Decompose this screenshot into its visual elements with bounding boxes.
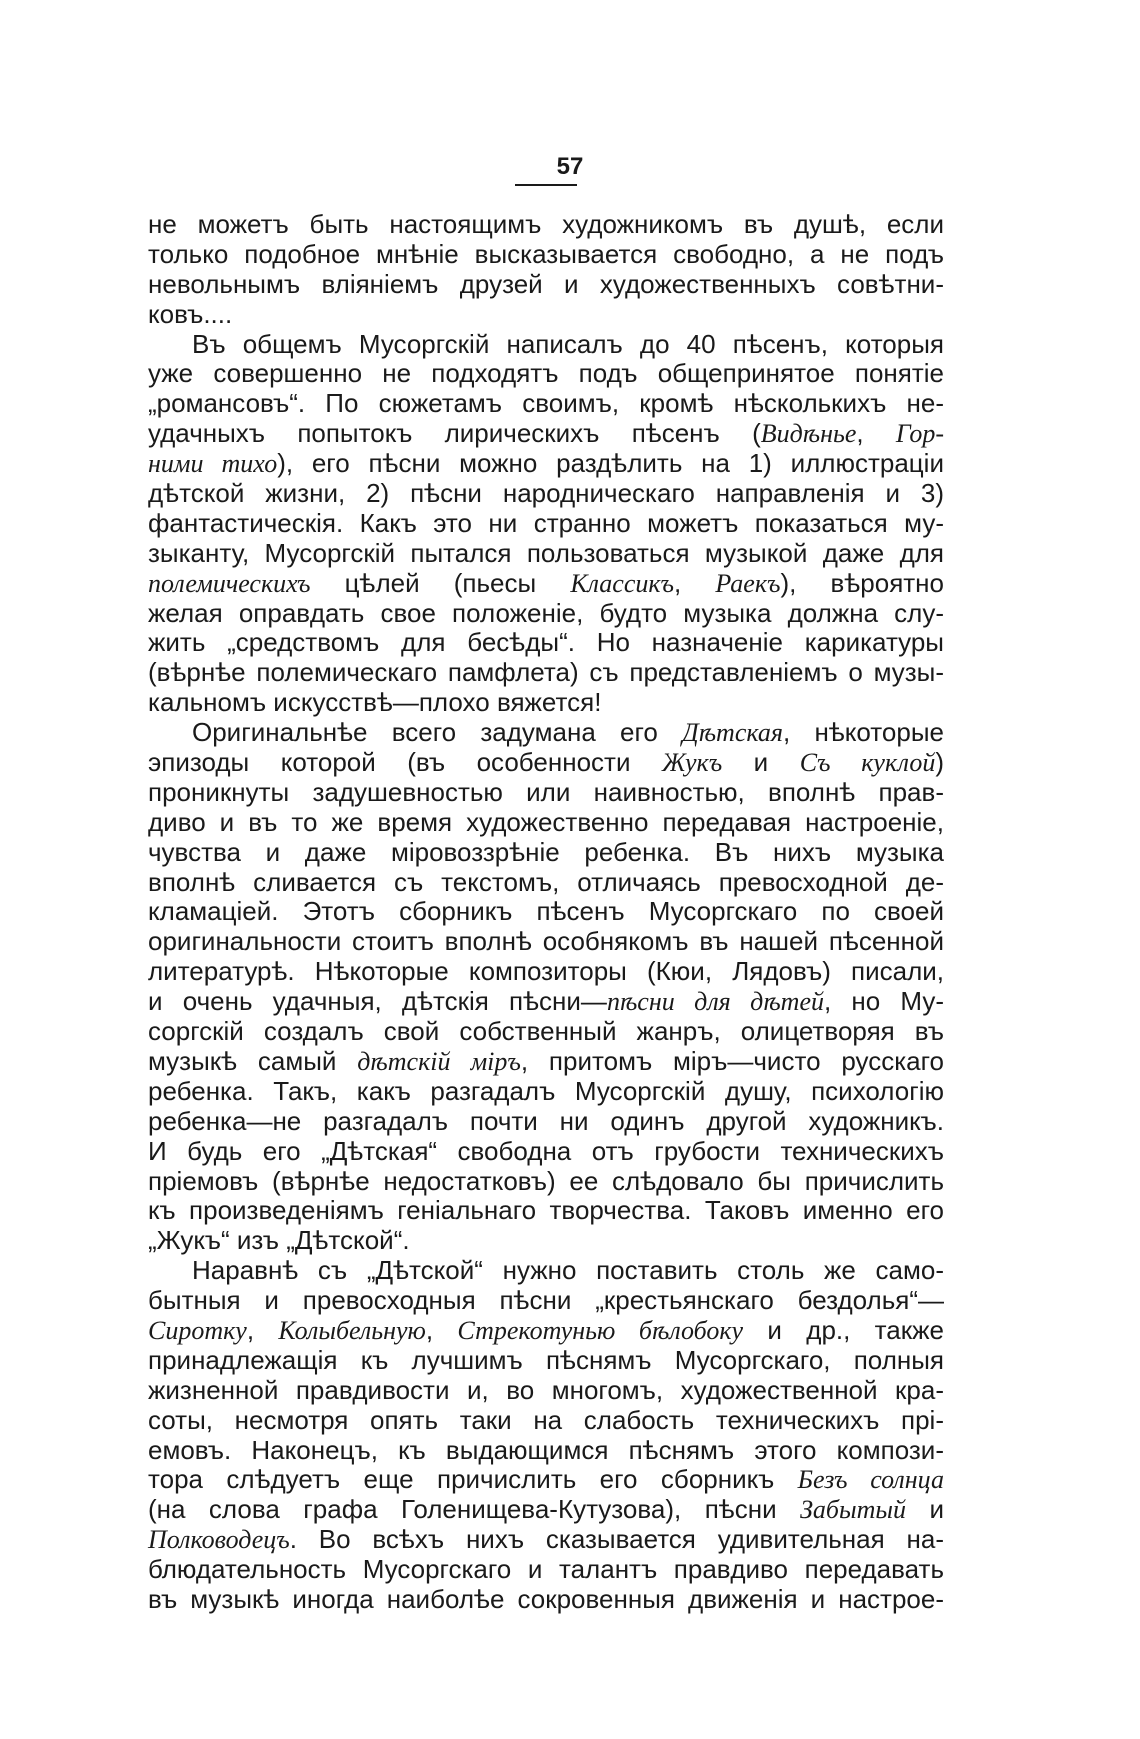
text-line [148,778,944,808]
italic-title: Съ куклой [799,748,936,778]
text-run: литературѣ. Нѣкоторые композиторы (Кюи, Лядовъ) писали, [148,956,944,987]
text-line [148,1316,944,1346]
text-run: къ произведеніямъ геніальнаго творчества. Таковъ именно его [148,1195,944,1226]
text-line [148,359,944,389]
italic-title: Классикъ [570,568,675,598]
text-line [148,1495,944,1525]
italic-title: Полководецъ [148,1525,290,1555]
text-run: невольнымъ вліяніемъ друзей и художественныхъ совѣтни- [148,268,944,299]
text-line [148,1077,944,1107]
text-line [148,300,944,330]
text-run: зыканту, Мусоргскій пытался пользоваться музыкой даже для [148,537,944,568]
italic-title: дѣтскій міръ [357,1046,521,1076]
text-run: и др., также [743,1314,944,1345]
text-run: Въ общемъ Мусоргскій написалъ до 40 пѣсенъ, которыя [192,328,944,359]
text-line [148,1406,944,1436]
text-run: „романсовъ“. По сюжетамъ своимъ, кромѣ нѣсколькихъ не- [148,388,944,419]
text-line [148,808,944,838]
italic-title: Стрекотунью бѣлобоку [457,1315,744,1345]
italic-title: Забытый [800,1495,907,1525]
text-run: соты, несмотря опять таки на слабость техническихъ прі- [148,1404,944,1435]
text-line [148,210,944,240]
text-line [148,1525,944,1555]
text-run: и [906,1494,944,1525]
text-line [148,1226,944,1256]
text-line [148,1555,944,1585]
text-line [148,1017,944,1047]
text-run: только подобное мнѣніе высказывается свободно, а не подъ [148,238,944,269]
text-run: и очень удачныя, дѣтскія пѣсни— [148,986,607,1017]
text-line [148,688,944,718]
text-run: , нѣкоторые [782,717,944,748]
text-line [148,718,944,748]
text-run: диво и въ то же время художественно передавая настроеніе, [148,806,944,837]
italic-title: Жукъ [661,748,723,778]
text-run: кламаціей. Этотъ сборникъ пѣсенъ Мусоргскаго по своей [148,896,944,927]
text-run: емовъ. Наконецъ, къ выдающимся пѣснямъ этого компози- [148,1434,944,1465]
text-line [148,270,944,300]
text-run: ребенка. Такъ, какъ разгадалъ Мусоргскій душу, психологію [148,1075,944,1106]
text-run: удачныхъ попытокъ лирическихъ пѣсенъ ( [148,418,761,449]
text-line [148,1436,944,1466]
italic-title: Безъ солнца [797,1465,944,1495]
italic-title: пѣсни для дѣтей [606,987,824,1017]
text-line [148,419,944,449]
text-run: въ музыкѣ иногда наиболѣе сокровенныя движенія и настрое- [148,1583,944,1614]
page-number-rule [515,184,577,186]
text-run: , [674,567,716,598]
text-run: чувства и даже міровоззрѣніе ребенка. Въ нихъ музыка [148,836,944,867]
text-run: музыкѣ самый [148,1045,358,1076]
text-line [148,658,944,688]
text-run: ребенка—не разгадалъ почти ни одинъ другой художникъ. [148,1105,944,1136]
text-line [148,628,944,658]
text-run: кальномъ искусствѣ—плохо вяжется! [148,687,602,718]
text-line [148,509,944,539]
italic-title: Гор- [895,419,945,449]
text-line [148,897,944,927]
text-line [148,330,944,360]
text-run: ), его пѣсни можно раздѣлить на 1) иллюстраціи [277,448,944,479]
text-run: , [856,418,896,449]
text-line [148,1286,944,1316]
text-run: соргскій создалъ свой собственный жанръ, олицетворяя въ [148,1016,944,1047]
text-line [148,240,944,270]
text-run: жизненной правдивости и, во многомъ, художественной кра- [148,1374,944,1405]
text-run: И будь его „Дѣтская“ свободна отъ грубости техническихъ [148,1135,944,1166]
text-line [148,957,944,987]
text-run: бытныя и превосходныя пѣсни „крестьянскаго бездолья“— [148,1285,944,1316]
italic-title: Колыбельную [278,1315,426,1345]
italic-title: ними тихо [148,449,278,479]
text-run: пріемовъ (вѣрнѣе недостатковъ) ее слѣдовало бы причислить [148,1165,944,1196]
text-line [148,539,944,569]
text-line [148,1256,944,1286]
text-run: ) [935,747,944,778]
text-line [148,1047,944,1077]
text-run: , притомъ міръ—чисто русскаго [520,1045,944,1076]
text-line [148,599,944,629]
text-line [148,927,944,957]
text-line [148,838,944,868]
text-run: блюдательность Мусоргскаго и талантъ правдиво передавать [148,1554,944,1585]
text-line [148,868,944,898]
text-line [148,1137,944,1167]
text-line [148,1107,944,1137]
text-run: (на слова графа Голенищева-Кутузова), пѣсни [148,1494,801,1525]
text-run: (вѣрнѣе полемическаго памфлета) съ представленіемъ о музы- [148,657,944,688]
text-run: желая оправдать свое положеніе, будто музыка должна слу- [148,597,944,628]
page-number: 57 [556,153,584,180]
text-line [148,1346,944,1376]
text-line [148,1196,944,1226]
text-run: проникнуты задушевностью или наивностью, вполнѣ прав- [148,776,944,807]
text-run: тора слѣдуетъ еще причислить его сборникъ [148,1464,798,1495]
text-line [148,389,944,419]
text-run: вполнѣ сливается съ текстомъ, отличаясь превосходной де- [148,866,944,897]
text-run: оригинальности стоитъ вполнѣ особнякомъ въ нашей пѣсенной [148,926,944,957]
text-run: „Жукъ“ изъ „Дѣтской“. [148,1225,410,1256]
text-run: цѣлей (пьесы [310,567,571,598]
text-run: , но Му- [824,986,944,1017]
italic-title: полемическихъ [148,568,311,598]
text-run: , [246,1314,279,1345]
text-run: принадлежащія къ лучшимъ пѣснямъ Мусоргскаго, полныя [148,1344,944,1375]
italic-title: Видѣнье [760,419,857,449]
text-run: ковъ.... [148,298,233,329]
text-line [148,449,944,479]
text-line [148,479,944,509]
italic-title: Раекъ [715,568,781,598]
text-line [148,569,944,599]
text-run: Оригинальнѣе всего задумана его [192,717,683,748]
text-line [148,748,944,778]
text-line [148,987,944,1017]
text-run: жить „средствомъ для бесѣды“. Но назначеніе карикатуры [148,627,944,658]
text-line [148,1585,944,1615]
text-run: . Во всѣхъ нихъ сказывается удивительная на- [289,1524,944,1555]
body-text [148,210,944,1615]
text-run: и [722,747,800,778]
italic-title: Сиротку [148,1315,247,1345]
text-line [148,1465,944,1495]
text-run: уже совершенно не подходятъ подъ общепринятое понятіе [148,358,944,389]
text-run: Наравнѣ съ „Дѣтской“ нужно поставить столь же само- [192,1255,944,1286]
text-line [148,1167,944,1197]
text-line [148,1376,944,1406]
text-run: дѣтской жизни, 2) пѣсни народническаго направленія и 3) [148,478,944,509]
text-run: ), вѣроятно [780,567,944,598]
text-run: фантастическія. Какъ это ни странно можетъ показаться му- [148,507,944,538]
italic-title: Дѣтская [682,718,783,748]
text-run: не можетъ быть настоящимъ художникомъ въ душѣ, если [148,209,944,239]
text-run: эпизоды которой (въ особенности [148,747,662,778]
text-run: , [425,1314,458,1345]
